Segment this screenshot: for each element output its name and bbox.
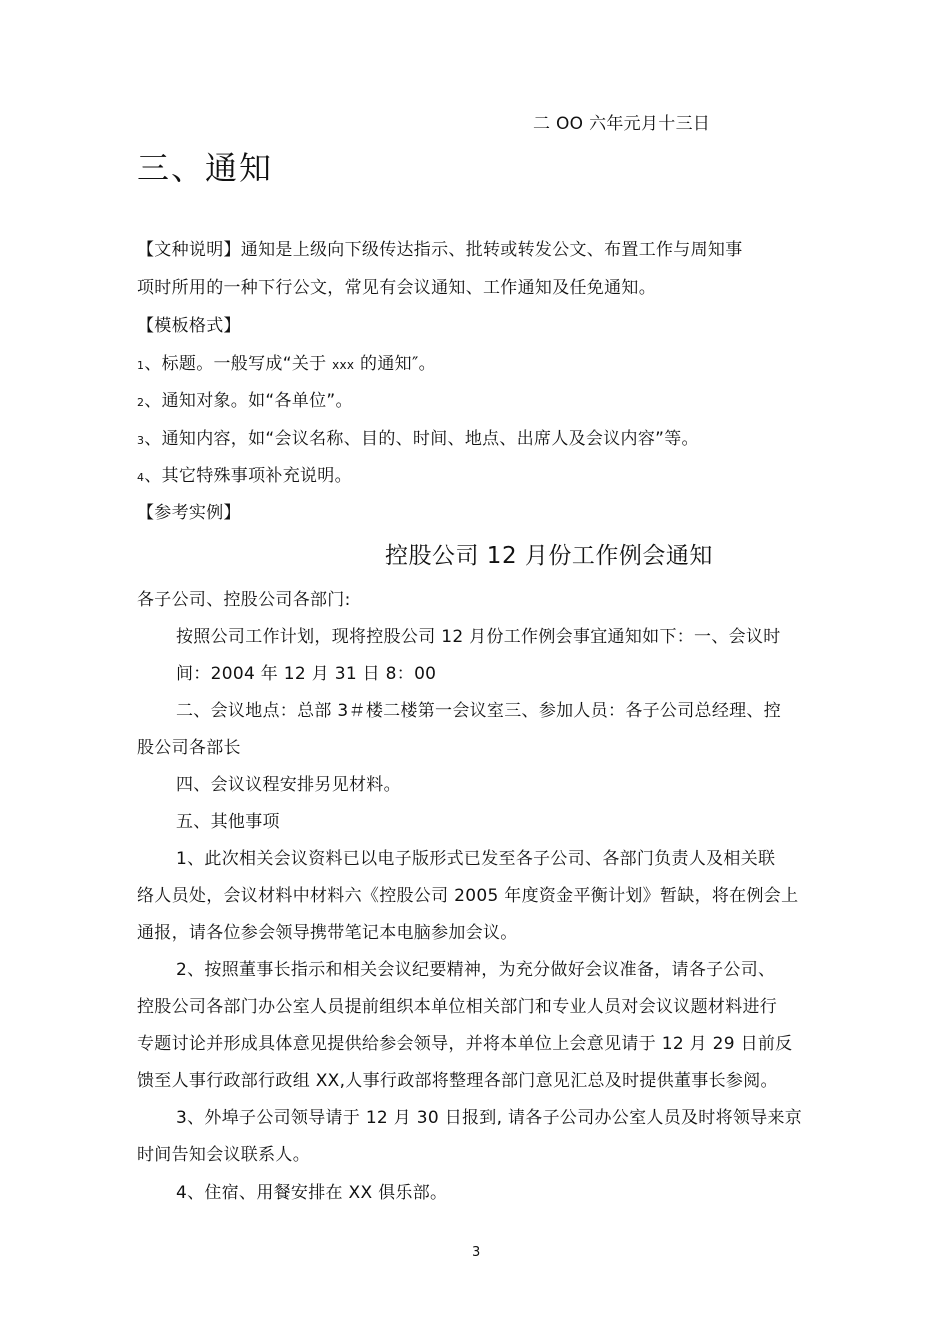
section-heading: 三、通知 xyxy=(137,149,274,187)
example-body-line: 四、会议议程安排另见材料。 xyxy=(176,775,401,795)
example-label: 【参考实例】 xyxy=(137,503,241,523)
example-body-line: 3、外埠子公司领导请于 12 月 30 日报到, 请各子公司办公室人员及时将领导来京 xyxy=(176,1108,803,1128)
item-text: 、通知对象。如“各单位”。 xyxy=(144,391,353,411)
item-placeholder: xxx xyxy=(332,358,355,372)
example-title: 控股公司 12 月份工作例会通知 xyxy=(385,543,713,569)
example-body-line: 专题讨论并形成具体意见提供给参会领导，并将本单位上会意见请于 12 月 29 日前反 xyxy=(137,1034,793,1054)
example-body-line: 控股公司各部门办公室人员提前组织本单位相关部门和专业人员对会议议题材料进行 xyxy=(137,997,778,1017)
example-body-line: 1、此次相关会议资料已以电子版形式已发至各子公司、各部门负责人及相关联 xyxy=(176,849,776,869)
template-item-1 xyxy=(137,352,436,378)
item-number: 3 xyxy=(137,434,145,447)
example-body-line: 2、按照董事长指示和相关会议纪要精神，为充分做好会议准备，请各子公司、 xyxy=(176,960,776,980)
example-body-line: 时间告知会议联系人。 xyxy=(137,1145,310,1165)
item-text: 、标题。一般写成“关于 xyxy=(144,354,333,374)
item-number: 2 xyxy=(137,396,145,409)
example-body-line: 间：2004 年 12 月 31 日 8：00 xyxy=(176,664,437,684)
example-body-line: 4、住宿、用餐安排在 XX 俱乐部。 xyxy=(176,1183,448,1203)
item-number: 4 xyxy=(137,471,145,484)
example-body-line: 络人员处，会议材料中材料六《控股公司 2005 年度资金平衡计划》暂缺，将在例会上 xyxy=(137,886,799,906)
example-body-line: 股公司各部长 xyxy=(137,738,241,758)
item-text-end: 的通知″。 xyxy=(354,354,436,374)
example-body-line: 五、其他事项 xyxy=(176,812,280,832)
example-body-line: 通报，请各位参会领导携带笔记本电脑参加会议。 xyxy=(137,923,518,943)
item-text: 、通知内容，如“会议名称、目的、时间、地点、出席人及会议内容”等。 xyxy=(144,429,699,449)
example-addressee: 各子公司、控股公司各部门: xyxy=(137,590,351,610)
template-format-label: 【模板格式】 xyxy=(137,316,241,336)
item-number: 1 xyxy=(137,359,145,372)
description-line-2: 项时所用的一种下行公文，常见有会议通知、工作通知及任免通知。 xyxy=(137,278,656,298)
template-item-2 xyxy=(137,389,353,415)
page-number: 3 xyxy=(472,1245,481,1260)
example-body-line: 按照公司工作计划，现将控股公司 12 月份工作例会事宜通知如下：一、会议时 xyxy=(176,627,781,647)
template-item-4 xyxy=(137,464,352,490)
example-body-line: 馈至人事行政部行政组 XX,人事行政部将整理各部门意见汇总及时提供董事长参阅。 xyxy=(137,1071,778,1091)
example-body-line: 二、会议地点：总部 3＃楼二楼第一会议室三、参加人员：各子公司总经理、控 xyxy=(176,701,782,721)
template-item-3 xyxy=(137,427,699,453)
date-line: 二 OO 六年元月十三日 xyxy=(533,114,711,134)
item-text: 、其它特殊事项补充说明。 xyxy=(144,466,352,486)
description-line-1: 【文种说明】通知是上级向下级传达指示、批转或转发公文、布置工作与周知事 xyxy=(137,240,743,260)
